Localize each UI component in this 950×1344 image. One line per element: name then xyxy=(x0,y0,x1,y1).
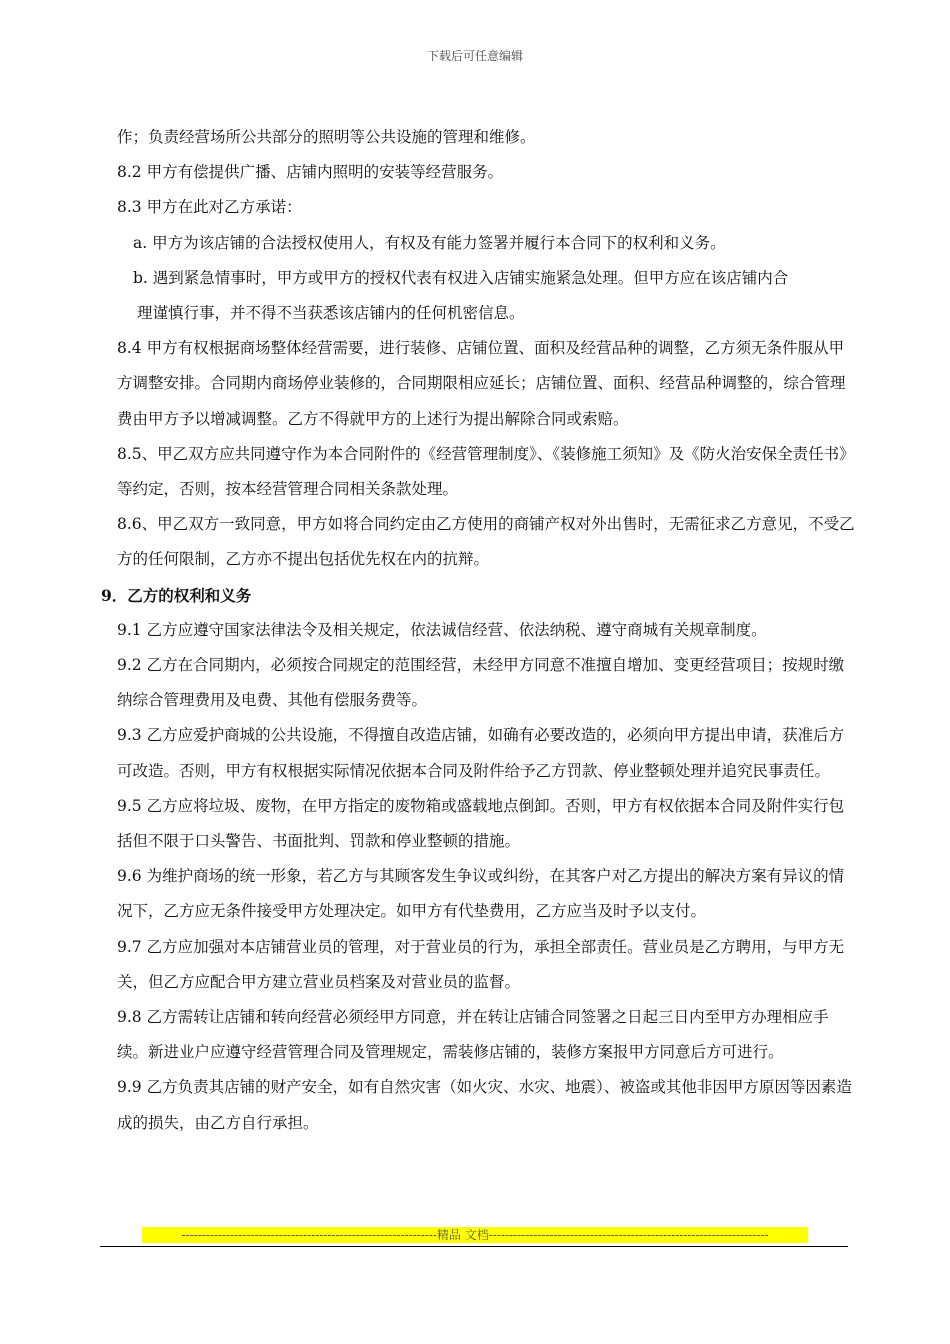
section-heading: 9．乙方的权利和义务 xyxy=(101,585,252,605)
footer-divider xyxy=(100,1246,848,1247)
page-header: 下载后可任意编辑 xyxy=(426,49,523,63)
list-item-a: a. 甲方为该店铺的合法授权使用人，有权及有能力签署并履行本合同下的权利和义务。 xyxy=(133,233,726,252)
paragraph: 9.5 乙方应将垃圾、废物，在甲方指定的废物箱或盛载地点倒卸。否则，甲方有权依据本合同及附件实行包括但不限于口头警告、书面批判、罚款和停业整顿的措施。 xyxy=(117,796,845,851)
paragraph: 8.3 甲方在此对乙方承诺： xyxy=(117,198,302,217)
paragraph: 9.6 为维护商场的统一形象，若乙方与其顾客发生争议或纠纷，在其客户对乙方提出的解决方案有异议的情况下，乙方应无条件接受甲方处理决定。如甲方有代垫费用，乙方应当及时予以支付。 xyxy=(117,867,845,921)
paragraph: 8.5、甲乙双方应共同遵守作为本合同附件的《经营管理制度》、《装修施工须知》及《防火治安保全责任书》等约定，否则，按本经营管理合同相关条款处理。 xyxy=(117,444,855,499)
paragraph: 9.7 乙方应加强对本店铺营业员的管理，对于营业员的行为，承担全部责任。营业员是乙方聘用，与甲方无关，但乙方应配合甲方建立营业员档案及对营业员的监督。 xyxy=(117,937,845,991)
paragraph: 9.2 乙方在合同期内，必须按合同规定的范围经营，未经甲方同意不准擅自增加、变更经营项目；按规时缴纳综合管理费用及电费、其他有偿服务费等。 xyxy=(117,656,845,710)
paragraph: 8.6、甲乙双方一致同意，甲方如将合同约定由乙方使用的商铺产权对外出售时，无需征求乙方意见，不受乙方的任何限制，乙方亦不提出包括优先权在内的抗辩。 xyxy=(117,515,855,569)
paragraph: 9.3 乙方应爱护商城的公共设施，不得擅自改造店铺，如确有必要改造的，必须向甲方提出申请，获准后方可改造。否则，甲方有权根据实际情况依据本合同及附件给予乙方罚款、停业整顿处理并追究民事责任。 xyxy=(117,726,845,780)
list-item-b-continuation: 理谨慎行事，并不得不当获悉该店铺内的任何机密信息。 xyxy=(137,304,525,323)
paragraph: 9.1 乙方应遵守国家法律法令及相关规定，依法诚信经营、依法纳税、遵守商城有关规章制度。 xyxy=(117,620,767,639)
list-item-b: b. 遇到紧急情事时，甲方或甲方的授权代表有权进入店铺实施紧急处理。但甲方应在该店铺内合 xyxy=(133,268,789,287)
paragraph: 9.8 乙方需转让店铺和转向经营必须经甲方同意，并在转让店铺合同签署之日起三日内至甲方办理相应手续。新进业户应遵守经营管理合同及管理规定，需装修店铺的，装修方案报甲方同意后方可进行。 xyxy=(117,1008,829,1062)
paragraph: 作；负责经营场所公共部分的照明等公共设施的管理和维修。 xyxy=(117,128,536,146)
document-body xyxy=(101,120,855,1141)
paragraph: 8.4 甲方有权根据商场整体经营需要，进行装修、店铺位置、面积及经营品种的调整，乙方须无条件服从甲方调整安排。合同期内商场停业装修的，合同期限相应延长；店铺位置、面积、经营品种调整的，综合管理费由甲方予以增减调整。乙方不得就甲方的上述行为提出解除合同或索赔。 xyxy=(117,339,846,428)
paragraph: 8.2 甲方有偿提供广播、店铺内照明的安装等经营服务。 xyxy=(117,163,504,182)
footer-banner: ---------------------------------------------------------------精品 文档--------------------------------------------------------------------- xyxy=(142,1227,808,1243)
paragraph: 9.9 乙方负责其店铺的财产安全，如有自然灾害（如火灾、水灾、地震）、被盗或其他非因甲方原因等因素造成的损失，由乙方自行承担。 xyxy=(117,1078,852,1132)
